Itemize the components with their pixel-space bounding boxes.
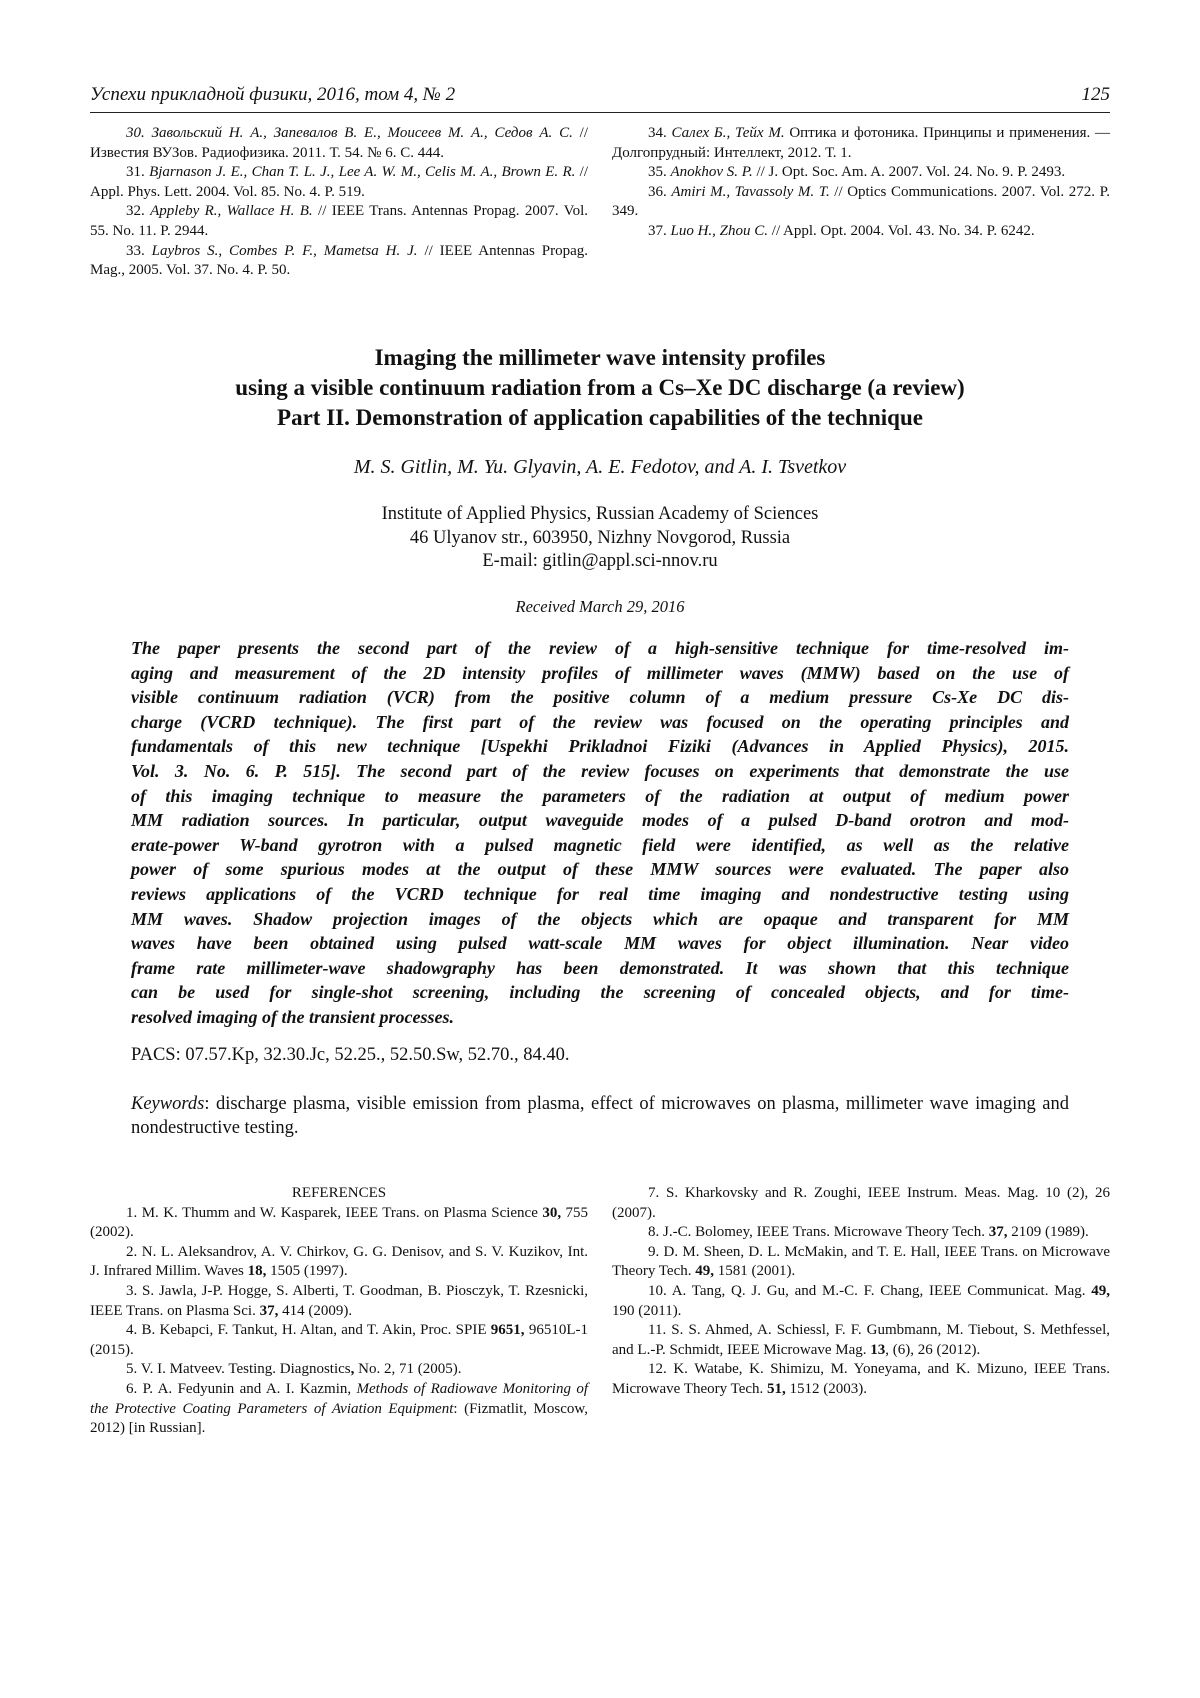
reference-text: // Optics Communications. 2007. Vol. 272. P. 349. (612, 183, 1111, 220)
abstract-line: Vol. 3. No. 6. P. 515]. The second part of the review focuses on experiments that demonstrate the use (131, 760, 1069, 781)
reference-text: 96510L-1 (2015). (90, 1322, 588, 1358)
abstract-line: MM radiation sources. In particular, output waveguide modes of a pulsed D-band orotron and mod- (131, 810, 1069, 831)
abstract (131, 636, 1069, 1030)
reference-text: 37, (259, 1302, 279, 1319)
reference-text: // Известия ВУЗов. Радиофизика. 2011. Т. 54. № 6. С. 444. (90, 125, 589, 161)
reference-text: 7. S. Kharkovsky and R. Zoughi, IEEE Instrum. Meas. Mag. 10 (2), 26 (2007). (612, 1185, 1110, 1221)
references-heading: REFERENCES (291, 1185, 387, 1201)
reference-text: Завольский Н. А., Запевалов В. Е., Моисеев М. А., Седов А. С. (151, 125, 573, 141)
reference-item (90, 163, 588, 202)
reference-text: Bjarnason J. E., Chan T. L. J., Lee A. W. M., Celis M. A., Brown E. R. (149, 164, 576, 181)
reference-item (90, 242, 588, 281)
authors: M. S. Gitlin, M. Yu. Glyavin, A. E. Fedotov, and A. I. Tsvetkov (353, 456, 847, 478)
reference-text: Салех Б., Тейх М. (671, 125, 785, 141)
references-left (90, 1184, 588, 1439)
title-line: using a visible continuum radiation from a Cs–Xe DC discharge (a review) (235, 375, 965, 400)
page-number: 125 (1081, 84, 1110, 105)
abstract-line: waves have been obtained using pulsed watt-scale MM waves for object illumination. Near video (131, 933, 1069, 954)
reference-text: // Appl. Opt. 2004. Vol. 43. No. 34. P. 6242. (768, 222, 1035, 239)
reference-text: 3. S. Jawla, J-P. Hogge, S. Alberti, T. Goodman, B. Piosczyk, T. Rzesnicki, IEEE Trans. on Plasma Sci. (90, 1282, 588, 1319)
reference-item (90, 1243, 588, 1282)
reference-text: 13 (870, 1341, 886, 1358)
affiliation-address: 46 Ulyanov str., 603950, Nizhny Novgorod, Russia (409, 527, 791, 548)
reference-item (90, 1204, 588, 1243)
previous-references-right (612, 124, 1110, 242)
reference-text: 51, (767, 1380, 786, 1397)
reference-text: Appleby R., Wallace H. B. (150, 203, 313, 220)
reference-text: // J. Opt. Soc. Am. A. 2007. Vol. 24. No. 9. P. 2493. (752, 164, 1066, 181)
reference-text: 6. P. A. Fedyunin and A. I. Kazmin, (126, 1380, 357, 1397)
reference-item (612, 124, 1110, 163)
affiliation-institute: Institute of Applied Physics, Russian Academy of Sciences (381, 504, 819, 524)
reference-text: 49, (1091, 1282, 1110, 1299)
pacs-codes: PACS: 07.57.Kp, 32.30.Jc, 52.25., 52.50.Sw, 52.70., 84.40. (131, 1045, 570, 1065)
abstract-line: of this imaging technique to measure the parameters of the radiation at output of medium power (131, 785, 1069, 806)
reference-text: // Appl. Phys. Lett. 2004. Vol. 85. No. 4. P. 519. (90, 164, 589, 200)
reference-text: : (Fizmatlit, Moscow, 2012) [in Russian]. (90, 1400, 588, 1437)
abstract-line: reviews applications of the VCRD technique for real time imaging and nondestructive testing using (131, 883, 1069, 904)
reference-text: 36. (648, 183, 672, 200)
abstract-line: resolved imaging of the transient processes. (131, 1006, 454, 1027)
title-line: Imaging the millimeter wave intensity profiles (374, 345, 826, 370)
abstract-line: frame rate millimeter-wave shadowgraphy has been demonstrated. It was shown that this technique (131, 957, 1069, 978)
reference-text: 30. (126, 125, 152, 141)
reference-text: 34. (648, 125, 672, 141)
references-right (612, 1184, 1110, 1400)
header-rule (90, 112, 1110, 113)
reference-text: Anokhov S. P. (670, 164, 753, 181)
affiliation-email: E-mail: gitlin@appl.sci-nnov.ru (482, 551, 718, 571)
reference-text: 1581 (2001). (713, 1263, 796, 1280)
reference-text: 1505 (1997). (266, 1263, 348, 1280)
reference-text: 49, (695, 1263, 714, 1280)
abstract-line: charge (VCRD technique). The first part of the review was focused on the operating principles and (131, 711, 1069, 732)
reference-item (612, 1243, 1110, 1282)
reference-text: 1512 (2003). (785, 1380, 868, 1397)
reference-text: 9651, (490, 1322, 525, 1339)
abstract-line: erate-power W-band gyrotron with a pulsed magnetic field were identified, as well as the relative (131, 834, 1069, 855)
reference-text: 35. (648, 164, 671, 181)
abstract-line: MM waves. Shadow projection images of the objects which are opaque and transparent for MM (131, 908, 1069, 929)
reference-text: 190 (2011). (612, 1302, 682, 1319)
reference-item (612, 1184, 1110, 1223)
received-date: Received March 29, 2016 (515, 597, 685, 616)
abstract-line: fundamentals of this new technique [Uspekhi Prikladnoi Fiziki (Advances in Applied Physics), 2015. (131, 736, 1069, 757)
reference-text: 12. K. Watabe, K. Shimizu, M. Yoneyama, and K. Mizuno, IEEE Trans. Microwave Theory Tech. (612, 1361, 1110, 1397)
reference-item (90, 1380, 588, 1439)
reference-item (612, 1282, 1110, 1321)
reference-item (612, 1223, 1110, 1243)
running-header (90, 84, 1110, 106)
reference-text: 8. J.-C. Bolomey, IEEE Trans. Microwave Theory Tech. (648, 1224, 989, 1241)
reference-item (612, 1321, 1110, 1360)
reference-text: 33. (126, 242, 152, 259)
reference-text: 11. S. S. Ahmed, A. Schiessl, F. F. Gumbmann, M. Tiebout, S. Methfessel, and L.-P. Schmidt, IEEE Microwave Mag. (612, 1322, 1110, 1358)
reference-text: Methods of Radiowave Monitoring of the Protective Coating Parameters of Aviation Equipment (90, 1380, 588, 1417)
reference-text: 31. (126, 164, 150, 181)
reference-text: Luo H., Zhou C. (670, 222, 769, 239)
keywords-text: : discharge plasma, visible emission from plasma, effect of microwaves on plasma, millimeter wave imaging and nondestructive testing. (131, 1094, 1069, 1138)
reference-text: 10. A. Tang, Q. J. Gu, and M.-C. F. Chang, IEEE Communicat. Mag. (648, 1282, 1092, 1299)
abstract-line: can be used for single-shot screening, including the screening of concealed objects, and for time- (131, 982, 1069, 1003)
reference-text: , (350, 1361, 355, 1378)
reference-text: 2. N. L. Aleksandrov, A. V. Chirkov, G. G. Denisov, and S. V. Kuzikov, Int. J. Infrared Millim. Waves (90, 1243, 588, 1280)
reference-item (612, 183, 1110, 222)
journal-name: Успехи прикладной физики, 2016, том 4, № 2 (90, 84, 456, 105)
abstract-line: visible continuum radiation (VCR) from the positive column of a medium pressure Cs-Xe DC dis- (131, 687, 1069, 708)
reference-item (612, 222, 1110, 242)
reference-text: 5. V. I. Matveev. Testing. Diagnostics (126, 1361, 351, 1378)
reference-text: 2109 (1989). (1007, 1224, 1089, 1241)
reference-text: , (6), 26 (2012). (885, 1341, 981, 1358)
reference-text: // IEEE Trans. Antennas Propag. 2007. Vol. 55. No. 11. P. 2944. (90, 203, 588, 239)
reference-item (612, 1360, 1110, 1399)
reference-text: 755 (2002). (90, 1204, 589, 1241)
reference-text: 37, (988, 1224, 1008, 1241)
reference-text: No. 2, 71 (2005). (354, 1361, 462, 1378)
reference-text: Оптика и фотоника. Принципы и применения. — Долгопрудный: Интеллект, 2012. Т. 1. (612, 125, 1111, 161)
reference-item (90, 202, 588, 241)
reference-item (90, 124, 588, 163)
reference-text: // IEEE Antennas Propag. Mag., 2005. Vol. 37. No. 4. P. 50. (90, 242, 589, 279)
reference-text: Laybros S., Combes P. F., Mametsa H. J. (151, 242, 418, 259)
abstract-line: The paper presents the second part of the review of a high-sensitive technique for time-resolved im- (131, 638, 1069, 658)
reference-text: 18, (247, 1263, 267, 1280)
abstract-line: power of some spurious modes at the output of these MMW sources were evaluated. The paper also (131, 859, 1069, 880)
keywords-label: Keywords (131, 1094, 205, 1114)
keywords (131, 1092, 1069, 1140)
reference-text: Amiri M., Tavassoly M. T. (671, 183, 830, 200)
reference-text: 4. B. Kebapci, F. Tankut, H. Altan, and T. Akin, Proc. SPIE (126, 1322, 491, 1339)
reference-item (90, 1282, 588, 1321)
reference-text: 9. D. M. Sheen, D. L. McMakin, and T. E. Hall, IEEE Trans. on Microwave Theory Tech. (612, 1243, 1110, 1280)
reference-text: 1. M. K. Thumm and W. Kasparek, IEEE Trans. on Plasma Science (126, 1204, 543, 1221)
paper-title (0, 343, 1200, 433)
reference-text: 30, (542, 1204, 562, 1221)
reference-text: 32. (126, 203, 151, 220)
title-line: Part II. Demonstration of application capabilities of the technique (277, 405, 923, 430)
abstract-line: aging and measurement of the 2D intensity profiles of millimeter waves (MMW) based on the use of (131, 662, 1069, 683)
reference-item (90, 1360, 588, 1380)
reference-text: 414 (2009). (278, 1302, 353, 1319)
previous-references-left (90, 124, 588, 281)
affiliation (0, 503, 1200, 574)
reference-item (90, 1321, 588, 1360)
reference-item (612, 163, 1110, 183)
reference-text: 37. (648, 222, 671, 239)
